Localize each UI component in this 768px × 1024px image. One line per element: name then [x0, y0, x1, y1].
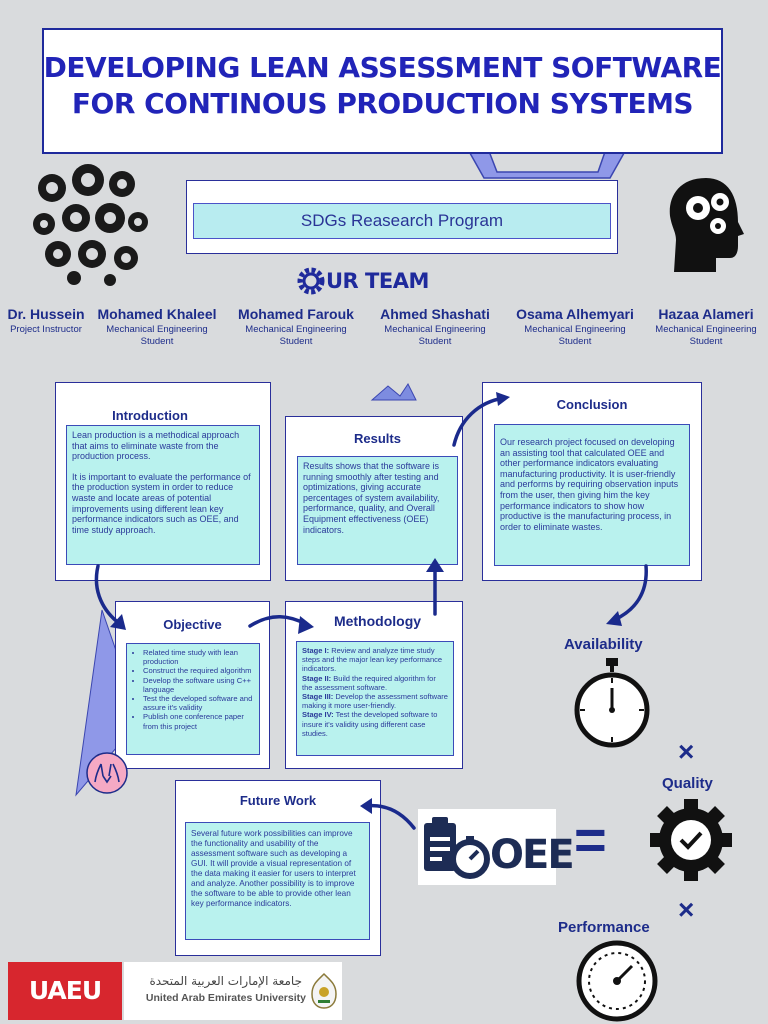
methodology-stage: Stage IV: Test the developed software to insure it's validity using different case studies. [302, 710, 438, 738]
methodology-stage: Stage III: Develop the assessment software making it more user-friendly. [302, 692, 448, 711]
methodology-title: Methodology [333, 613, 422, 629]
member-name: Osama Alhemyari [516, 306, 634, 322]
member-1 [4, 306, 88, 336]
head-gears-icon [666, 176, 748, 274]
title-line-2: FOR CONTINOUS PRODUCTION SYSTEMS [71, 87, 694, 120]
uaeu-logo: UAEU [28, 976, 102, 1005]
program-label: SDGs Reasearch Program [193, 203, 611, 239]
gauge-icon [574, 938, 660, 1024]
uaeu-logo-block [8, 962, 122, 1020]
university-name-block [124, 962, 342, 1020]
member-name: Mohamed Khaleel [97, 306, 217, 322]
member-name: Mohamed Farouk [238, 306, 354, 322]
objective-body [126, 643, 260, 755]
availability-label: Availability [564, 636, 643, 653]
member-role: Mechanical Engineering Student [384, 324, 486, 347]
member-role: Mechanical Engineering Student [106, 324, 208, 347]
team-title: UR TEAM [326, 269, 429, 293]
member-3 [236, 306, 356, 348]
university-name-arabic: جامعة الإمارات العربية المتحدة [149, 974, 302, 988]
university-emblem-icon [310, 972, 338, 1010]
results-text: Results shows that the software is running smoothly after testing and optimizations, giving accurate percentages of system availability, performance, quality, and Overall Equipment effectiveness (OEE) indicators. [303, 461, 440, 535]
quality-label: Quality [662, 775, 713, 792]
equals-sign: = [574, 808, 607, 871]
objective-title: Objective [163, 617, 222, 632]
methodology-stage: Stage I: Review and analyze time study steps and the major lean key performance indicators. [302, 646, 443, 674]
methodology-stage: Stage II: Build the required algorithm for the assessment software. [302, 673, 436, 692]
conclusion-body [494, 424, 690, 566]
teamwork-hands-icon [86, 752, 128, 794]
member-role: Project Instructor [10, 324, 82, 335]
poster-title [42, 50, 723, 122]
member-role: Mechanical Engineering Student [655, 324, 757, 347]
objective-item: • Publish one conference paper from this project [143, 712, 254, 730]
member-2 [96, 306, 218, 348]
conclusion-title: Conclusion [556, 397, 628, 412]
stopwatch-icon [448, 835, 492, 879]
future-work-text: Several future work possibilities can improve the functionality and usability of the assessment software such as developing a GUI. It will provide a visual representation of the data making it easier for users to interpret and analyze. Another possibility is to improve the software to be able to provide other lean key performance indicators. [191, 829, 356, 908]
member-6 [648, 306, 764, 348]
member-name: Dr. Hussein [7, 306, 85, 322]
member-name: Hazaa Alameri [658, 306, 754, 322]
gears-cluster-icon [30, 158, 152, 286]
member-role: Mechanical Engineering Student [245, 324, 347, 347]
introduction-paragraph-2: It is important to evaluate the performance of the production system in order to reduce waste and locate areas of potential improvements using different lean key performance indicators such as OEE, and time study approach. [72, 471, 251, 535]
oee-logo [418, 809, 573, 885]
future-work-title: Future Work [239, 793, 317, 808]
member-name: Ahmed Shashati [380, 306, 490, 322]
results-body [297, 456, 458, 565]
times-sign-2: × [678, 894, 695, 925]
introduction-body [66, 425, 260, 565]
times-sign-1: × [678, 736, 695, 767]
university-name-english: United Arab Emirates University [145, 992, 306, 1004]
stopwatch-availability-icon [572, 656, 652, 752]
oee-logo-text: OEE [490, 832, 573, 878]
objective-item: • Related time study with lean production [143, 648, 254, 666]
member-role: Mechanical Engineering Student [524, 324, 626, 347]
objective-item: • Test the developed software and assure it's validity [143, 694, 254, 712]
future-work-body [185, 822, 370, 940]
objective-item: • Construct the required algorithm [143, 666, 254, 675]
performance-label: Performance [558, 919, 650, 936]
results-title: Results [354, 431, 401, 446]
gear-o-icon [296, 266, 326, 296]
objective-item: • Develop the software using C++ language [143, 676, 254, 694]
methodology-body [296, 641, 454, 756]
introduction-paragraph-1: Lean production is a methodical approach that aims to eliminate waste from the production process. [72, 430, 240, 462]
member-4 [376, 306, 494, 348]
member-5 [512, 306, 638, 348]
conclusion-text: Our research project focused on developing an assisting tool that calculated OEE and other performance indicators evaluating manufacturing productivity. It is user-friendly and performs by requiring observation inputs from the user, then giving him the key performance indicators to show how productive is the manufacturing process, in order to eliminate wastes. [500, 437, 679, 532]
title-line-1: DEVELOPING LEAN ASSESSMENT SOFTWARE [43, 51, 722, 84]
objective-list [132, 648, 254, 731]
team-heading [296, 266, 429, 296]
introduction-title: Introduction [112, 408, 188, 423]
gear-check-icon [648, 797, 734, 883]
